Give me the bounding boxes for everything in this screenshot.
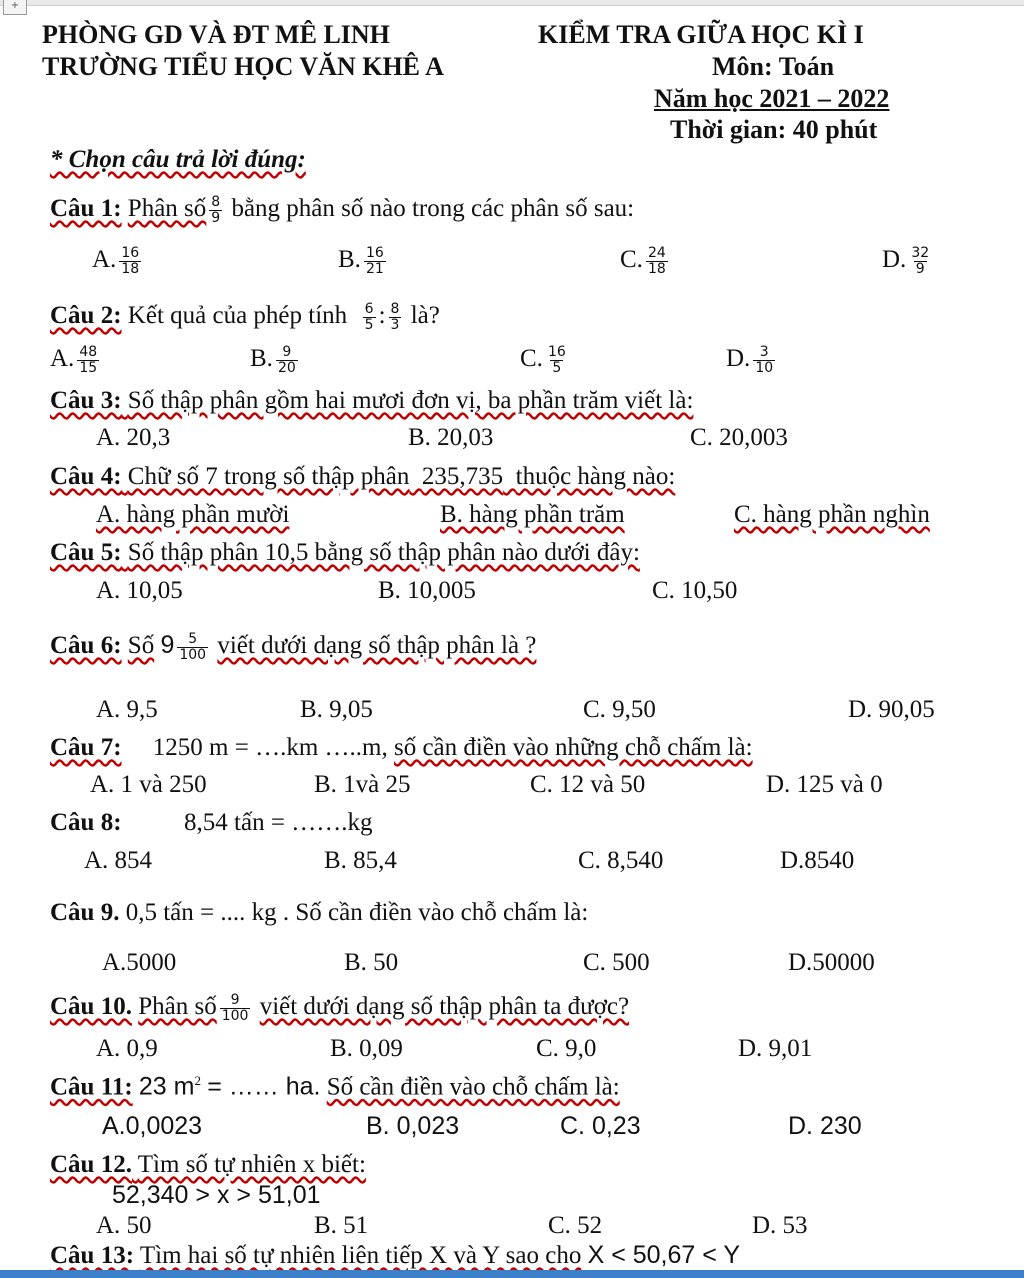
school-office-title: PHÒNG GD VÀ ĐT MÊ LINH: [42, 20, 390, 49]
q9-option-b[interactable]: B. 50: [344, 949, 399, 976]
q11-option-a[interactable]: A.0,0023: [102, 1112, 203, 1140]
question-5: [50, 538, 640, 568]
q10-option-c[interactable]: C. 9,0: [536, 1035, 597, 1062]
q11-option-d[interactable]: D. 230: [788, 1112, 862, 1140]
question-text: viết dưới dạng số thập phân ta được?: [259, 993, 630, 1020]
top-ruler-bar: [0, 0, 1024, 6]
question-text: Tìm số tự nhiên x biết:: [137, 1151, 366, 1178]
q9-option-a[interactable]: A.5000: [102, 949, 177, 976]
q1-option-d[interactable]: D. $\frac{32}{9}$: [882, 244, 930, 277]
question-6: Câu 6: Số 9 $\frac{5}{100}$ viết dưới dạng số thập phân là ?: [50, 630, 537, 663]
question-10: Câu 10. Phân số $\frac{9}{100}$ viết dưới dạng số thập phân ta được?: [50, 991, 630, 1024]
exam-title: KIỂM TRA GIỮA HỌC KÌ I: [538, 20, 864, 49]
question-11: Câu 11: 23 $m^2$ = …… ha. Số cần điền vào chỗ chấm là:: [50, 1072, 620, 1101]
q8-option-a[interactable]: A. 854: [84, 847, 153, 874]
question-text: viết dưới dạng số thập phân là ?: [217, 632, 537, 659]
q6-option-c[interactable]: C. 9,50: [583, 696, 656, 723]
q11-option-c[interactable]: C. 0,23: [560, 1112, 641, 1140]
q3-option-c[interactable]: C. 20,003: [690, 424, 788, 451]
q7-option-c[interactable]: C. 12 và 50: [530, 771, 646, 798]
expression: 8,54 tấn = …….kg: [184, 809, 373, 836]
q12-option-d[interactable]: D. 53: [752, 1212, 808, 1239]
question-text: bằng phân số nào trong các phân số sau:: [231, 195, 635, 222]
question-text: 0,5 tấn = .... kg . Số cần điền vào chỗ chấm là:: [125, 899, 589, 926]
question-text: Chữ số 7 trong số thập phân: [127, 463, 410, 490]
expression: X < 50,67 < Y: [587, 1241, 741, 1269]
question-12: [50, 1150, 366, 1180]
q12-option-a[interactable]: A. 50: [96, 1212, 152, 1239]
q12-option-b[interactable]: B. 51: [314, 1212, 369, 1239]
q1-option-a[interactable]: A. $\frac{16}{18}$: [92, 244, 140, 277]
q12-option-c[interactable]: C. 52: [548, 1212, 603, 1239]
q6-option-b[interactable]: B. 9,05: [300, 696, 373, 723]
question-label: Câu 4:: [50, 463, 122, 490]
question-text: Số cần điền vào chỗ chấm là:: [326, 1073, 620, 1101]
q10-option-a[interactable]: A. 0,9: [96, 1035, 158, 1062]
q3-option-b[interactable]: B. 20,03: [408, 424, 494, 451]
decimal-number: 235,735: [421, 463, 504, 490]
question-text: Số thập phân gồm hai mươi đơn vị, ba phần trăm viết là:: [127, 387, 694, 414]
question-label: Câu 11:: [50, 1073, 133, 1101]
question-text: số cần điền vào những chỗ chấm là:: [393, 734, 753, 761]
q6-option-d[interactable]: D. 90,05: [848, 696, 935, 723]
fraction: $\frac{8}{9}$: [211, 193, 221, 226]
question-9: [50, 898, 588, 928]
question-label: Câu 8:: [50, 809, 122, 836]
question-label: Câu 6:: [50, 632, 122, 659]
q5-option-a[interactable]: A. 10,05: [96, 577, 183, 604]
question-text: Tìm hai số tự nhiên liên tiếp X và Y sao cho: [139, 1242, 582, 1269]
q5-option-c[interactable]: C. 10,50: [652, 577, 738, 604]
question-label: Câu 9.: [50, 899, 120, 926]
inequality-expression: 52,340 > x > 51,01: [112, 1181, 321, 1209]
q2-option-d[interactable]: D. $\frac{3}{10}$: [726, 343, 774, 376]
q10-option-d[interactable]: D. 9,01: [738, 1035, 813, 1062]
question-label: Câu 2:: [50, 302, 122, 329]
question-13: [50, 1240, 740, 1271]
q8-option-c[interactable]: C. 8,540: [578, 847, 664, 874]
question-1: [50, 194, 634, 226]
q11-option-b[interactable]: B. 0,023: [366, 1112, 460, 1140]
q2-option-b[interactable]: B. $\frac{9}{20}$: [250, 343, 296, 376]
q9-option-c[interactable]: C. 500: [583, 949, 650, 976]
q6-option-a[interactable]: A. 9,5: [96, 696, 158, 723]
question-4: Câu 4: Chữ số 7 trong số thập phân 235,735 thuộc hàng nào:: [50, 463, 676, 490]
exam-duration: Thời gian: 40 phút: [670, 115, 878, 144]
q9-option-d[interactable]: D.50000: [788, 949, 875, 976]
question-text: Số thập phân 10,5 bằng số thập phân nào dưới đây:: [127, 539, 640, 566]
bottom-accent-bar: [0, 1270, 1024, 1278]
q4-option-a[interactable]: A. hàng phần mười: [96, 501, 290, 528]
instruction: * Chọn câu trả lời đúng:: [50, 146, 306, 173]
question-text: Kết quả của phép tính: [127, 302, 348, 329]
move-handle-icon[interactable]: +: [3, 0, 27, 15]
question-7: [50, 733, 753, 763]
q7-option-d[interactable]: D. 125 và 0: [766, 771, 883, 798]
question-label: Câu 10.: [50, 993, 132, 1020]
q2-option-a[interactable]: A. $\frac{48}{15}$: [50, 343, 98, 376]
q1-option-c[interactable]: C. $\frac{24}{18}$: [620, 244, 666, 277]
question-label: Câu 13:: [50, 1242, 135, 1269]
school-name: TRƯỜNG TIỂU HỌC VĂN KHÊ A: [42, 52, 444, 81]
q8-option-d[interactable]: D.8540: [780, 847, 855, 874]
question-label: Câu 1:: [50, 195, 122, 222]
expression: 1250 m = ….km …..m,: [152, 734, 388, 761]
question-label: Câu 5:: [50, 539, 122, 566]
q8-option-b[interactable]: B. 85,4: [324, 847, 397, 874]
q10-option-b[interactable]: B. 0,09: [330, 1035, 403, 1062]
q7-option-b[interactable]: B. 1và 25: [314, 771, 411, 798]
q1-option-b[interactable]: B. $\frac{16}{21}$: [338, 244, 384, 277]
question-label: Câu 3:: [50, 387, 122, 414]
question-text: Phân số: [127, 195, 207, 222]
expression: 23 m: [138, 1072, 195, 1101]
question-2: Câu 2: Kết quả của phép tính $\frac{6}{5}$ : $\frac{8}{3}$ là?: [50, 300, 440, 333]
q4-option-b[interactable]: B. hàng phần trăm: [440, 501, 625, 528]
q3-option-a[interactable]: A. 20,3: [96, 424, 171, 451]
exam-subject: Môn: Toán: [712, 52, 835, 81]
q5-option-b[interactable]: B. 10,005: [378, 577, 476, 604]
q2-option-c[interactable]: C. $\frac{16}{5}$: [520, 343, 566, 376]
q7-option-a[interactable]: A. 1 và 250: [90, 771, 207, 798]
q4-option-c[interactable]: C. hàng phần nghìn: [734, 501, 930, 528]
school-year: Năm học 2021 – 2022: [654, 84, 890, 113]
question-label: Câu 7:: [50, 734, 122, 761]
question-label: Câu 12.: [50, 1151, 132, 1178]
question-3: [50, 386, 693, 416]
question-8: [50, 808, 372, 838]
